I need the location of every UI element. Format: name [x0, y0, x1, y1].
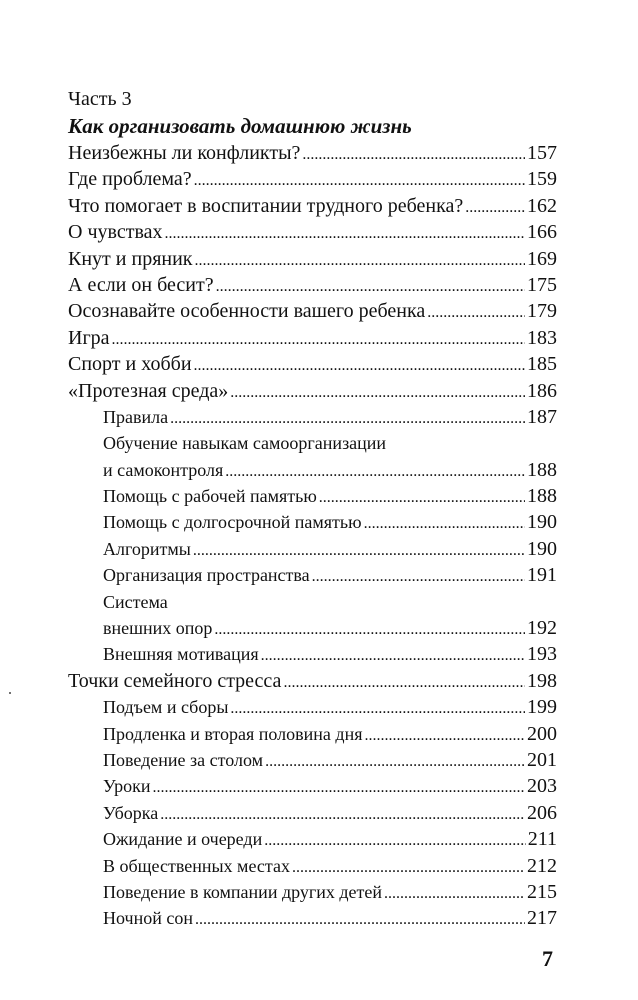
toc-entry-title: Ночной сон — [103, 908, 193, 929]
toc-dot-leader — [165, 221, 525, 247]
toc-entry-title: Уроки — [103, 776, 151, 797]
part-label: Часть 3 — [68, 88, 132, 110]
toc-dot-leader — [170, 406, 525, 432]
toc-dot-leader — [292, 855, 525, 881]
toc-dot-leader — [195, 907, 525, 933]
toc-entry-title: Внешняя мотивация — [103, 644, 259, 665]
toc-entry-title: Правила — [103, 406, 169, 427]
toc-entry-page: 190 — [527, 511, 557, 534]
toc-dot-leader — [364, 511, 525, 537]
toc-dot-leader — [264, 828, 526, 854]
toc-dot-leader — [160, 802, 525, 828]
toc-dot-leader — [230, 380, 525, 406]
toc-dot-leader — [112, 327, 525, 353]
toc-entry — [68, 325, 557, 351]
part-title: Как организовать домашнюю жизнь — [68, 114, 412, 138]
toc-entry — [68, 721, 557, 747]
toc-entry-page: 166 — [527, 221, 557, 244]
toc-entry-page: 203 — [527, 775, 557, 798]
toc-dot-leader — [214, 617, 525, 643]
toc-entry-title: Ожидание и очереди — [103, 829, 263, 850]
toc-entry-title: Система — [103, 591, 168, 612]
toc-entry — [68, 668, 557, 694]
toc-entry-title: Подъем и сборы — [103, 697, 229, 718]
toc-entry — [68, 536, 557, 562]
toc-entry-title: Спорт и хобби — [68, 353, 192, 376]
toc-entry — [68, 430, 557, 456]
toc-dot-leader — [302, 142, 525, 168]
toc-entry — [68, 905, 557, 931]
toc-entry — [68, 615, 557, 641]
toc-entry — [68, 747, 557, 773]
toc-entry-title: Где проблема? — [68, 168, 192, 191]
toc-entry-page: 217 — [527, 907, 557, 930]
toc-entry — [68, 509, 557, 535]
toc-entry-page: 199 — [527, 696, 557, 719]
toc-entry — [68, 800, 557, 826]
toc-entry-page: 215 — [527, 880, 557, 903]
toc-entry-page: 212 — [527, 854, 557, 877]
toc-dot-leader — [384, 881, 525, 907]
toc-entry — [68, 140, 557, 166]
toc-entry — [68, 562, 557, 588]
toc-entry — [68, 272, 557, 298]
toc-dot-leader — [312, 564, 525, 590]
toc-dot-leader — [225, 459, 525, 485]
toc-entry-page: 193 — [527, 643, 557, 666]
toc-entry-page: 157 — [527, 142, 557, 164]
toc-entry — [68, 589, 557, 615]
toc-entry-page: 201 — [527, 748, 557, 771]
toc-entry — [68, 193, 557, 219]
toc-entry — [68, 457, 557, 483]
toc-entry — [68, 246, 557, 272]
toc-entry — [68, 773, 557, 799]
toc-entry-title: Поведение за столом — [103, 749, 264, 770]
toc-entry-title: внешних опор — [103, 618, 213, 639]
toc-entry-title: Неизбежны ли конфликты? — [68, 142, 301, 164]
toc-entry — [68, 219, 557, 245]
page-number: 7 — [542, 946, 553, 971]
toc-entry — [68, 378, 557, 404]
toc-entry-page: 188 — [527, 485, 557, 508]
toc-entry-title: О чувствах — [68, 221, 163, 244]
toc-entry-page: 179 — [527, 300, 557, 323]
toc-entry-page: 211 — [527, 828, 557, 851]
toc-entry-title: А если он бесит? — [68, 273, 214, 296]
toc-entry — [68, 298, 557, 324]
toc-entry — [68, 166, 557, 192]
toc-entry — [68, 351, 557, 377]
toc-dot-leader — [216, 274, 525, 300]
toc-dot-leader — [265, 749, 525, 775]
toc-entry — [68, 879, 557, 905]
toc-entry-page: 192 — [527, 617, 557, 640]
toc-dot-leader — [194, 353, 525, 379]
toc-dot-leader — [194, 168, 525, 194]
toc-entry-title: Точки семейного стресса — [68, 669, 282, 692]
toc-entry-page: 162 — [527, 194, 557, 217]
toc-entry-page: 188 — [527, 458, 557, 481]
toc-entry-title: Продленка и вторая половина дня — [103, 723, 363, 744]
toc-entry-page: 206 — [527, 801, 557, 824]
toc-dot-leader — [195, 248, 525, 274]
toc-entry — [68, 641, 557, 667]
toc-entry-title: и самоконтроля — [103, 459, 224, 480]
toc-dot-leader — [153, 775, 525, 801]
toc-entry-page: 191 — [527, 564, 557, 587]
toc-entry-title: В общественных местах — [103, 855, 290, 876]
toc-entry — [68, 853, 557, 879]
toc-entry-title: Осознавайте особенности вашего ребенка — [68, 300, 426, 323]
toc-entry-page: 175 — [527, 273, 557, 296]
toc-dot-leader — [365, 723, 526, 749]
toc-entry-title: Алгоритмы — [103, 538, 191, 559]
toc-dot-leader — [193, 538, 525, 564]
toc-dot-leader — [230, 696, 525, 722]
toc-entry-page: 200 — [527, 722, 557, 745]
toc-entry-title: Что помогает в воспитании трудного ребенка? — [68, 194, 464, 217]
toc-entry-page: 198 — [527, 669, 557, 692]
toc-entry-page: 185 — [527, 353, 557, 376]
toc-entry-page: 159 — [527, 168, 557, 191]
toc-entry — [68, 404, 557, 430]
toc-dot-leader — [261, 643, 525, 669]
toc-entry-page: 190 — [527, 537, 557, 560]
toc-entry-title: Помощь с рабочей памятью — [103, 486, 317, 507]
toc-dot-leader — [319, 485, 525, 511]
toc-dot-leader — [427, 300, 525, 326]
toc-dot-leader — [283, 670, 525, 696]
toc-entry-title: Поведение в компании других детей — [103, 881, 383, 902]
toc-entry-title: Кнут и пряник — [68, 247, 193, 270]
toc-entry — [68, 826, 557, 852]
toc-entry-title: Обучение навыкам самоорганизации — [103, 433, 387, 454]
toc-entry — [68, 694, 557, 720]
table-of-contents — [68, 140, 557, 932]
toc-entry-title: Помощь с долгосрочной памятью — [103, 512, 362, 533]
scan-speck — [9, 692, 11, 694]
toc-entry-page: 169 — [527, 247, 557, 270]
toc-entry-title: Организация пространства — [103, 565, 310, 586]
toc-entry-title: «Протезная среда» — [68, 379, 229, 402]
toc-entry-page: 186 — [527, 379, 557, 402]
toc-entry-page: 187 — [527, 405, 557, 428]
toc-dot-leader — [465, 195, 525, 221]
toc-entry-page: 183 — [527, 326, 557, 349]
toc-entry-title: Уборка — [103, 802, 159, 823]
toc-entry — [68, 483, 557, 509]
toc-entry-title: Игра — [68, 326, 110, 349]
